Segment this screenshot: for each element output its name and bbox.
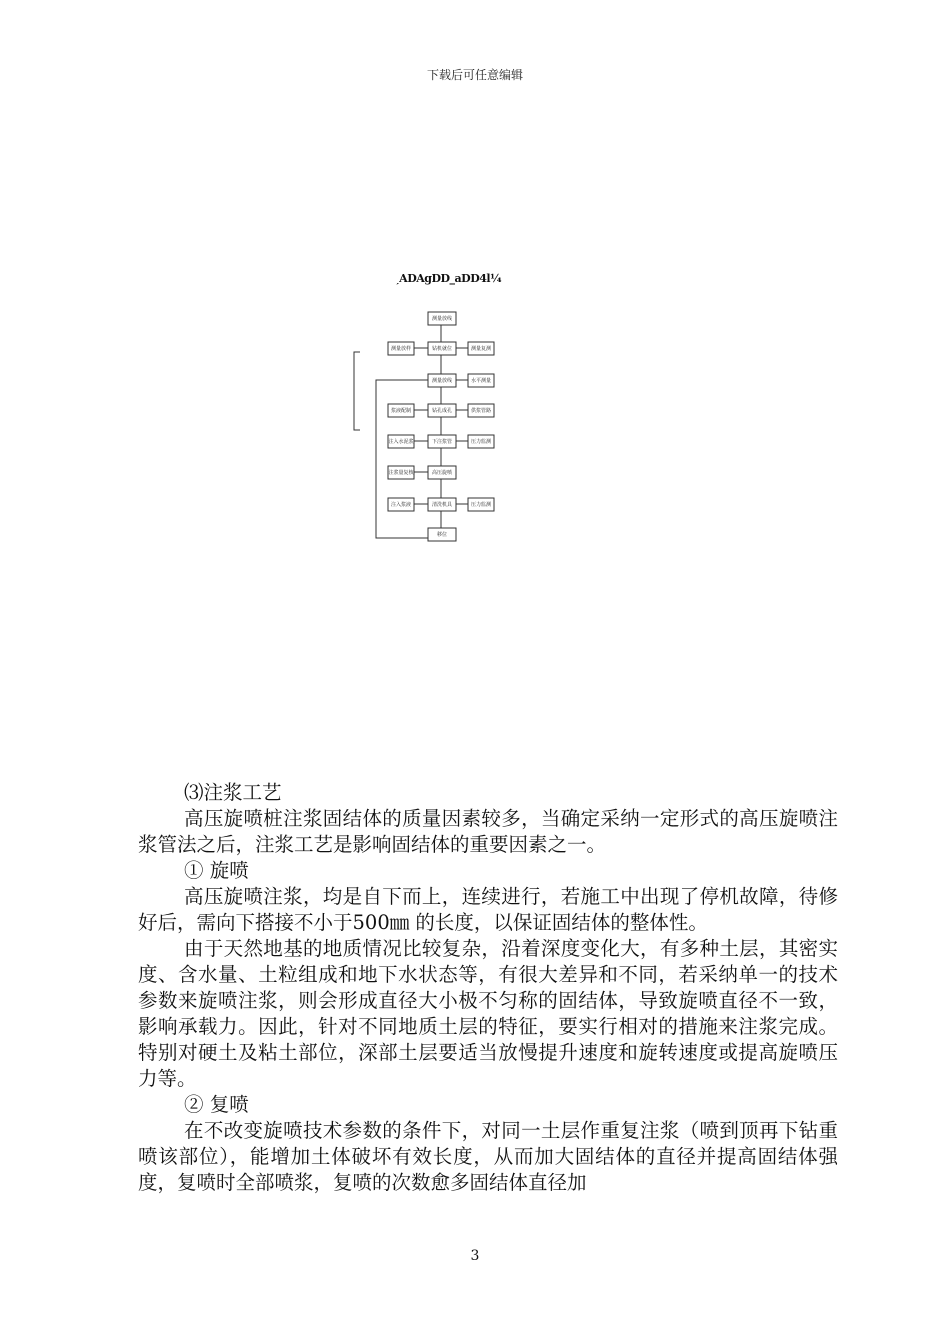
page-header: 下载后可任意编辑 [426,68,523,82]
svg-text:下注浆管: 下注浆管 [431,439,453,445]
svg-text:压力监测: 压力监测 [470,439,492,445]
body-text [138,780,838,1196]
svg-text:水平测量: 水平测量 [470,378,492,384]
section-heading-rejet: ② 复喷 [184,1093,249,1116]
figure-title-text: ADAgDD_aDD4l¼ [399,272,502,285]
svg-text:供浆管路: 供浆管路 [470,408,492,414]
svg-text:注入水泥浆: 注入水泥浆 [388,439,414,445]
svg-text:清洗机具: 清洗机具 [431,502,453,508]
svg-text:注入浆液: 注入浆液 [390,502,412,508]
flow-node-r2 [468,374,494,387]
flow-node-n3 [428,374,456,387]
figure-left-mark: ˏ [396,272,400,285]
flow-node-l2 [388,404,414,417]
svg-text:钻机就位: 钻机就位 [431,346,453,352]
flow-node-n4 [428,404,456,417]
svg-text:压力监测: 压力监测 [470,502,492,508]
flowchart [340,300,510,550]
flow-node-l3 [388,435,414,448]
svg-text:测量放线: 测量放线 [431,378,453,384]
flow-node-r3 [468,404,494,417]
paragraph-1: 高压旋喷桩注浆固结体的质量因素较多，当确定采纳一定形式的高压旋喷注浆管法之后，注浆工艺是影响固结体的重要因素之一。 [138,807,838,856]
flow-node-l4 [388,466,414,479]
flow-node-n1 [428,312,456,325]
page-number: 3 [470,1248,480,1264]
flow-node-r4 [468,435,494,448]
svg-text:高压旋喷: 高压旋喷 [431,470,453,476]
flow-bracket [354,352,360,430]
svg-text:钻孔成孔: 钻孔成孔 [431,408,453,414]
svg-text:注浆量复核: 注浆量复核 [388,470,414,476]
flow-node-r5 [468,498,494,511]
section-heading-jet: ① 旋喷 [184,859,249,882]
flow-node-l5 [388,498,414,511]
flow-node-r1 [468,342,494,355]
flow-node-n7 [428,498,456,511]
flow-node-n2 [428,342,456,355]
svg-text:移位: 移位 [436,532,448,538]
paragraph-3: 由于天然地基的地质情况比较复杂，沿着深度变化大，有多种土层，其密实度、含水量、土粒组成和地下水状态等，有很大差异和不同，若采纳单一的技术参数来旋喷注浆，则会形成直径大小极不匀称的固结体，导致旋喷直径不一致，影响承载力。因此，针对不同地质土层的特征，要实行相对的措施来注浆完成。特别对硬土及粘土部位，深部土层要适当放慢提升速度和旋转速度或提高旋喷压力等。 [138,937,838,1090]
section-heading-grouting: ⑶注浆工艺 [184,781,282,804]
flow-node-l1 [388,342,414,355]
svg-text:测量放样: 测量放样 [390,346,412,352]
flow-node-n8 [428,528,456,541]
svg-text:测量放线: 测量放线 [431,316,453,322]
svg-text:测量复测: 测量复测 [470,346,492,352]
svg-text:浆液配制: 浆液配制 [390,408,412,414]
figure-title [396,272,501,285]
paragraph-4: 在不改变旋喷技术参数的条件下，对同一土层作重复注浆（喷到顶再下钻重喷该部位），能增加土体破坏有效长度，从而加大固结体的直径并提高固结体强度，复喷时全部喷浆，复喷的次数愈多固结体直径加 [138,1119,838,1194]
paragraph-2: 高压旋喷注浆，均是自下而上，连续进行，若施工中出现了停机故障，待修好后，需向下搭接不小于500㎜ 的长度，以保证固结体的整体性。 [138,885,838,934]
flow-node-n5 [428,435,456,448]
flow-node-n6 [428,466,456,479]
